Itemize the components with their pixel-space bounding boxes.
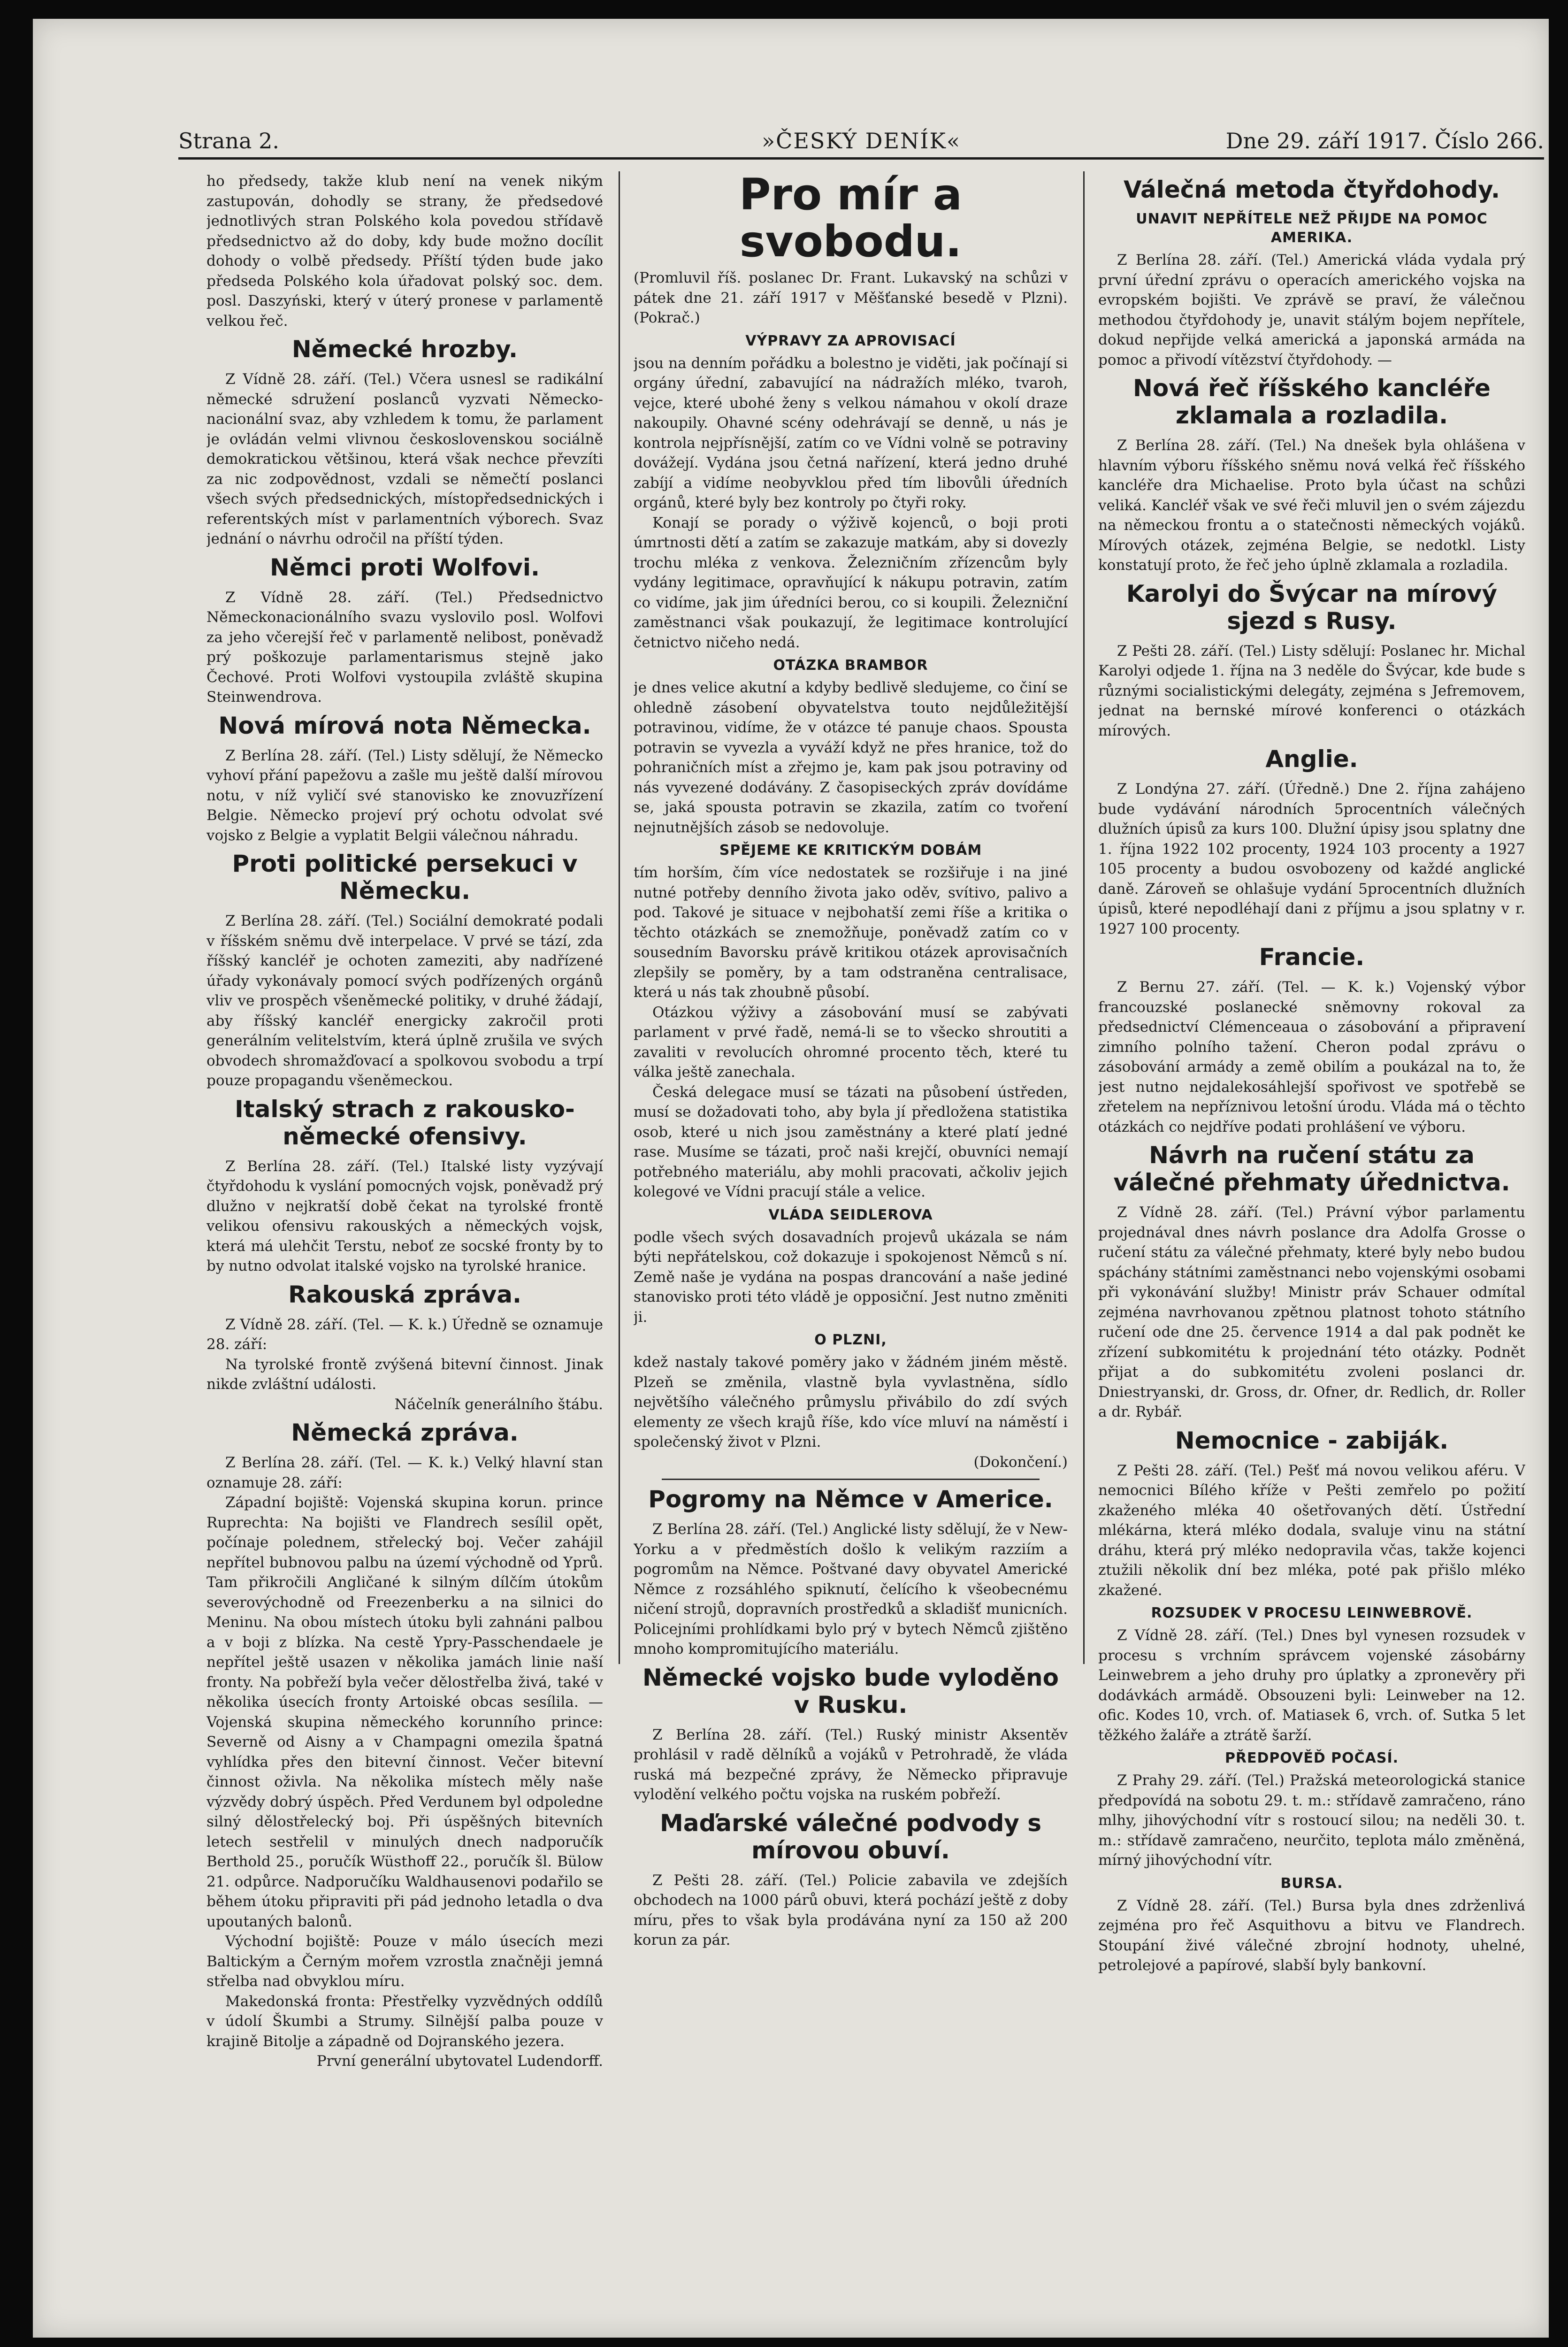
headline: Návrh na ručení státu za válečné přehmaty úřednictva.: [1113, 1142, 1510, 1196]
article-text: Z Pešti 28. září. (Tel.) Policie zabavila ve zdejších obchodech na 1000 párů obuvi, která pochází ještě z doby míru, přes to však byla prodávána nyní za 150 až 200 korun za pár.: [634, 1871, 1068, 1948]
article-text: Z Vídně 28. září. (Tel. — K. k.) Úředně se oznamuje 28. září:: [207, 1316, 603, 1353]
subheading: UNAVIT NEPŘÍTELE NEŽ PŘIJDE NA POMOC AMERIKA.: [1136, 211, 1488, 246]
subheading: VÝPRAVY ZA APROVISACÍ: [745, 332, 956, 349]
subheading: SPĚJEME KE KRITICKÝM DOBÁM: [719, 842, 982, 859]
article-text: Z Berlína 28. září. (Tel. — K. k.) Velký hlavní stan oznamuje 28. září:: [207, 1454, 603, 1491]
headline: Válečná metoda čtyřdohody.: [1123, 176, 1500, 203]
subheading: O PLZNI,: [814, 1332, 887, 1348]
article-text: ho předsedy, takže klub není na venek nikým zastupován, dohodly se strany, že předsedové jednotlivých stran Polského kola povedou střídavě předsednictvo až do doby, kdy bude možno docílit dohody o volbě předsedy. Příští týden bude jako předseda Polského kola úřadovat polský soc. dem. posl. Daszyński, který v úterý pronese v parlamentě velkou řeč.: [207, 173, 603, 330]
newspaper-page: [33, 19, 1549, 2338]
subheading: OTÁZKA BRAMBOR: [773, 657, 928, 674]
article-text: kdež nastaly takové poměry jako v žádném jiném městě. Plzeň se změnila, vlastně byla vyvlastněna, sídlo největšího válečného průmyslu přivábilo do zdí svých elementy ze všech krajů říše, kdo více mluví na náměstí i společenský život v Plzni.: [634, 1354, 1068, 1450]
signature: Náčelník generálního štábu.: [394, 1396, 603, 1413]
signature: První generální ubytovatel Ludendorff.: [316, 2053, 603, 2070]
section-divider: [662, 1479, 1040, 1480]
article-text: Z Berlína 28. září. (Tel.) Americká vláda vydala prý první úřední zprávu o operacích amerického vojska na evropském bojišti. Ve zprávě se praví, že válečnou methodou čtyřdohody je, unavit stálým bojem nepřítele, dokud nepřijde velká americká a japonská armáda na pomoc a přivodí vítězství čtyřdohody. —: [1098, 252, 1525, 368]
headline: Nová řeč říšského kancléře zklamala a rozladila.: [1133, 375, 1491, 429]
headline: Italský strach z rakousko-německé ofensivy.: [235, 1095, 575, 1150]
column-right: [1098, 171, 1525, 2331]
headline: Německá zpráva.: [291, 1419, 519, 1446]
article-text: je dnes velice akutní a kdyby bedlivě sledujeme, co činí se ohledně zásobení obyvatelstva touto nejdůležitější potravinou, vidíme, že v otázce té panuje chaos. Spousta potravin se vyvezla a vyváží když ne přes hranice, tož do pohraničních míst a zřejmo je, kam pak jsou potraviny od nás vyvezené dodávány. Z časopiseckých zpráv dovídáme se, jaká spousta potravin se zkazila, zatím co tvoření nejnutnějších zásob se nedovoluje.: [634, 679, 1068, 836]
article-text: Z Vídně 28. září. (Tel.) Včera usnesl se radikální německé sdružení poslanců vyzvati Německo-nacionální svaz, aby vzhledem k tomu, že parlament je ovládán velmi vlivnou československou sociálně demokratickou většinou, která však nechce převzíti za nic zodpovědnost, vzdali se němečtí poslanci všech svých předsednických, místopředsednických i referentských míst v parlamentních výborech. Svaz jednání o návrhu odročil na příští týden.: [207, 371, 603, 547]
continuation-note: (Dokončení.): [973, 1453, 1068, 1471]
article-text: Západní bojiště: Vojenská skupina korun. prince Ruprechta: Na bojišti ve Flandrech sesílil opět, počínaje polednem, střelecký boj. Večer zahájil nepřítel bubnovou palbu na území východně od Yprů. Tam přikročili Angličané k silným dílčím útokům severovýchodně od Freezenberku a na silnici do Meninu. Na obou místech útoku byli zahnáni palbou a v boji z blízka. Na cestě Ypry-Passchendaele je nepřítel ještě usazen v několika jamách linie naší fronty. Na pobřeží byla večer dělostřelba živá, také v několika úsecích fronty Artoiské obcas sesílila. — Vojenská skupina německého korunního prince: Severně od Aisny a v Champagni omezila špatná vyhlídka přes den bitevní činnost. Večer bitevní činnost oživla. Na několika místech měly naše výzvědy dobrý úspěch. Před Verdunem byl odpoledne silný dělostřelecký boj. Při úspěšných bitevních letech sestřelil v minulých dnech nadporučík Berthold 25., poručík Wüsthoff 22., poručík šl. Bülow 21. odpůrce. Nadporučíku Waldhausenovi podařilo se během útoku připraviti při pád jednoho letadla o dva upoutaných balonů.: [207, 1494, 603, 1930]
article-text: Z Berlína 28. září. (Tel.) Italské listy vyzývají čtyřdohodu k vyslání pomocných vojsk, poněvadž prý dlužno v nejkratší době čekat na tyrolské frontě velikou ofensivu rakouských a německých vojsk, která má ulehčit Terstu, neboť ze socské fronty by to by nutno odvolat italské vojsko na tyrolské hranice.: [207, 1158, 603, 1274]
headline: Maďarské válečné podvody s mírovou obuví.: [659, 1809, 1042, 1864]
article-text: Z Bernu 27. září. (Tel. — K. k.) Vojenský výbor francouzské poslanecké sněmovny rokoval za předsednictví Clémenceaua o zásobování a připravení zimního polního tažení. Cheron podal zprávu o zásobování armády a země obilím a poukázal na to, že jest nutno nejdalekosáhlejší spořivost ve spotřebě se zřetelem na nepříznivou letošní úrodu. Vláda má o těchto otázkách co nejdříve podati prohlášení ve výboru.: [1098, 979, 1525, 1135]
page-number: Strana 2.: [178, 128, 279, 153]
article-text: Z Berlína 28. září. (Tel.) Na dnešek byla ohlášena v hlavním výboru říšského sněmu nová velká řeč říšského kancléře dra Michaelise. Proto byla účast na schůzi veliká. Kancléř však ve své řeči mluvil jen o svém zájezdu na německou frontu a o statečnosti německých vojáků. Mírových otázek, zejména Belgie, se nedotkl. Listy konstatují proto, že řeč jeho úplně zklamala a rozladila.: [1098, 437, 1525, 574]
subheading: ROZSUDEK V PROCESU LEINWEBROVĚ.: [1151, 1605, 1473, 1621]
headline: Nová mírová nota Německa.: [218, 712, 591, 739]
article-text: Z Berlína 28. září. (Tel.) Anglické listy sdělují, že v New-Yorku a v předměstích došlo k velikým razziím a pogromům na Němce. Poštvané davy obyvatel Americké Němce z rozsáhlého spiknutí, čelícího k všeobecnému ničení strojů, dopravních prostředků a skladišť municních. Policejními prohlídkami bylo prý v bytech Němců zjištěno mnoho kompromitujícího materiálu.: [634, 1521, 1068, 1657]
article-text: Z Berlína 28. září. (Tel.) Sociální demokraté podali v říšském sněmu dvě interpelace. V prvé se tází, zda říšský kancléř je ochoten zameziti, aby nadřízené úřady vykonávaly pomocí svých podřízených orgánů vliv ve prospěch všeněmecké politiky, v druhé žádají, aby říšský kancléř energicky zakročil proti generálním velitelstvím, která úplně zrušila ve svých obvodech shromažďovací a spolkovou svobodu a trpí pouze propagandu všeněmeckou.: [207, 913, 603, 1089]
article-subtitle: (Promluvil říš. poslanec Dr. Frant. Lukavský na schůzi v pátek dne 21. září 1917 v Měšťanské besedě v Plzni). (Pokrač.): [634, 269, 1068, 326]
headline: Německé hrozby.: [291, 336, 518, 363]
column-rule: [1083, 171, 1085, 1664]
column-middle: [634, 171, 1068, 2331]
article-text: Z Pešti 28. září. (Tel.) Listy sdělují: Poslanec hr. Michal Karolyi odjede 1. října na 3 neděle do Švýcar, kde bude s různými socialistickými delegáty, zejména s Jefremovem, jednat na bernské mírové konferenci o otázkách mírových.: [1098, 642, 1525, 739]
article-text: Z Berlína 28. září. (Tel.) Ruský ministr Aksentěv prohlásil v radě dělníků a vojáků v Petrohradě, že vláda ruská má bezpečné zprávy, že Německo připravuje vylodění velkého počtu vojska na ruském pobřeží.: [634, 1726, 1068, 1803]
article-text: Česká delegace musí se tázati na působení ústředen, musí se dožadovati toho, aby byla jí předložena statistika osob, které u nich jsou zaměstnány a které platí jedné rase. Musíme se tázati, proč naši krejčí, obuvníci nemají potřebného materiálu, aby mohli pracovati, ačkoliv jejich kolegové ve Vídni pracují stále a velice.: [634, 1083, 1068, 1200]
headline: Nemocnice - zabiják.: [1175, 1427, 1449, 1454]
column-left: [207, 171, 603, 2331]
subheading: BURSA.: [1280, 1875, 1343, 1892]
headline: Německé vojsko bude vyloděno v Rusku.: [642, 1664, 1059, 1718]
headline: Pogromy na Němce v Americe.: [648, 1486, 1053, 1513]
article-text: Z Berlína 28. září. (Tel.) Listy sdělují, že Německo vyhoví přání papežovu a zašle mu ještě další mírovou notu, v níž vyličí své stanovisko ke znovuzřízení Belgie. Německo projeví prý ochotu odvolat své vojsko z Belgie a vyplatit Belgii válečnou náhradu.: [207, 747, 603, 844]
article-text: Z Londýna 27. září. (Úředně.) Dne 2. října zahájeno bude vydávání národních 5procentních válečných dlužních úpisů za kurs 100. Dlužní úpisy jsou splatny dne 1. října 1922 102 procenty, 1924 103 procenty a 1927 105 procenty a budou osvobozeny od každé anglické daně. Zároveň se ohlašuje vydání 5procentních dlužních úpisů, které nepodléhají dani z příjmu a jsou splatny v r. 1927 100 procenty.: [1098, 781, 1525, 937]
main-headline: Pro mír a svobodu.: [739, 171, 962, 267]
article-text: Otázkou výživy a zásobování musí se zabývati parlament v prvé řadě, nemá-li se to všecko shroutiti a zavaliti v revolucích ohromné procento těch, které tu válka ještě zanechala.: [634, 1004, 1068, 1081]
article-text: Na tyrolské frontě zvýšená bitevní činnost. Jinak nikde zvláštní události.: [207, 1356, 603, 1393]
headline: Francie.: [1259, 943, 1365, 971]
article-text: jsou na denním pořádku a bolestno je viděti, jak počínají si orgány úřední, zabavující na nádražích mléko, tvaroh, vejce, které ubohé ženy s velkou námahou v okolí draze nakoupily. Ohavné scény odehrávají se denně, u nás je kontrola nejpřísnější, zatím co ve Vídni volně se potraviny dovážejí. Vydána jsou četná nařízení, která jedno druhé zabíjí a vidíme neobyvklou před tím libovůli úředních orgánů, které byly bez kontroly po čtyři roky.: [634, 354, 1068, 511]
column-rule: [619, 171, 620, 1664]
page-header: [178, 124, 1544, 160]
subheading: PŘEDPOVĚĎ POČASÍ.: [1224, 1750, 1399, 1766]
article-text: Z Pešti 28. září. (Tel.) Pešť má novou velikou aféru. V nemocnici Bílého kříže v Pešti zemřelo po požití zkaženého mléka 40 ošetřovaných dětí. Ústřední mlékárna, která mléko dodala, svaluje vinu na státní dráhu, která prý mléko nedopravila včas, takže kojenci ztužili několik dní bez mléka, poté pak přišlo mléko zkažené.: [1098, 1462, 1525, 1599]
headline: Rakouská zpráva.: [288, 1281, 521, 1308]
subheading: VLÁDA SEIDLEROVA: [768, 1206, 933, 1223]
newspaper-title: »ČESKÝ DENÍK«: [762, 128, 961, 153]
headline: Karolyi do Švýcar na mírový sjezd s Rusy.: [1126, 580, 1498, 635]
article-text: Z Vídně 28. září. (Tel.) Právní výbor parlamentu projednával dnes návrh poslance dra Adolfa Grosse o ručení státu za válečné přehmaty, které byly nebo budou spáchány státními zaměstnanci nebo vojenskými osobami při vykonávání služby! Ministr práv Schauer odmítal zejména navrhovanou zpětnou platnost tohoto státního ručení ode dne 25. července 1914 a dal pak podnět ke zřízení subkomitétu k projednání této otázky. Podnět přijat a do subkomitétu zvoleni poslanci dr. Dniestryanski, dr. Gross, dr. Ofner, dr. Redlich, dr. Roller a dr. Rybář.: [1098, 1204, 1525, 1420]
article-text: Východní bojiště: Pouze v málo úsecích mezi Baltickým a Černým mořem vzrostla značněji jemná střelba nad obvyklou míru.: [207, 1933, 603, 1990]
article-text: podle všech svých dosavadních projevů ukázala se nám býti nepřátelskou, což dokazuje i spokojenost Němců s ní. Země naše je vydána na pospas drancování a naše jediné stanovisko proti této vládě je opposiční. Jest nutno změniti ji.: [634, 1228, 1068, 1326]
article-text: Konají se porady o výživě kojenců, o boji proti úmrtnosti dětí a zatím se zakazuje matkám, aby si dovezly trochu mléka z venkova. Železničním zřízencům byly vydány legitimace, opravňující k nákupu potravin, zatím co vidíme, jak jim úředníci berou, co si koupili. Železniční zaměstnanci však poukazují, že legitimace kontrolující četnictvo ničeho nedá.: [634, 514, 1068, 651]
article-text: Makedonská fronta: Přestřelky vyzvědných oddílů v údolí Škumbi a Strumy. Silnější palba pouze v krajině Bitolje a západně od Dojranského jezera.: [207, 1993, 603, 2050]
article-text: Z Prahy 29. září. (Tel.) Pražská meteorologická stanice předpovídá na sobotu 29. t. m.: střídavě zamračeno, ráno mlhy, jihovýchodní vítr s rostoucí silou; na neděli 30. t. m.: střídavě zamračeno, neurčito, teplota málo změněná, mírný jihovýchodní vítr.: [1098, 1772, 1525, 1869]
article-text: tím horším, čím více nedostatek se rozšiřuje i na jiné nutné potřeby denního života jako oděv, svítivo, palivo a pod. Takové je situace v nejbohatší zemi říše a kritika o těchto otázkách se znemožňuje, poněvadž zatím co v sousedním Bavorsku právě kritikou otázek aprovisačních zlepšily se poměry, by a tam odstraněna centralisace, která u nás tak zhoubně působí.: [634, 864, 1068, 1001]
headline: Proti politické persekuci v Německu.: [232, 850, 578, 905]
issue-date: Dne 29. září 1917. Číslo 266.: [1225, 128, 1544, 153]
headline: Němci proti Wolfovi.: [270, 553, 540, 581]
article-text: Z Vídně 28. září. (Tel.) Předsednictvo Německonacionálního svazu vyslovilo posl. Wolfovi za jeho včerejší řeč v parlamentě nelibost, poněvadž prý poškozuje parlamentarismus stejně jako Čechové. Proti Wolfovi vystoupila zvláště skupina Steinwendrova.: [207, 589, 603, 706]
article-text: Z Vídně 28. září. (Tel.) Dnes byl vynesen rozsudek v procesu s vrchním správcem vojenské zásobárny Leinwebrem a jeho druhy pro úplatky a zpronevěry při dodávkách armádě. Obsouzeni byli: Leinweber na 12. ofic. Kodes 10, vrch. of. Matiasek 6, vrch. of. Sutka 5 let těžkého žaláře a ztrátě šarží.: [1098, 1627, 1525, 1744]
article-text: Z Vídně 28. září. (Tel.) Bursa byla dnes zdrženlivá zejména pro řeč Asquithovu a bitvu ve Flandrech. Stoupání živé válečné zbrojní hodnoty, uhelné, petrolejové a papírové, slabší byly bankovní.: [1098, 1897, 1525, 1974]
headline: Anglie.: [1265, 745, 1358, 773]
